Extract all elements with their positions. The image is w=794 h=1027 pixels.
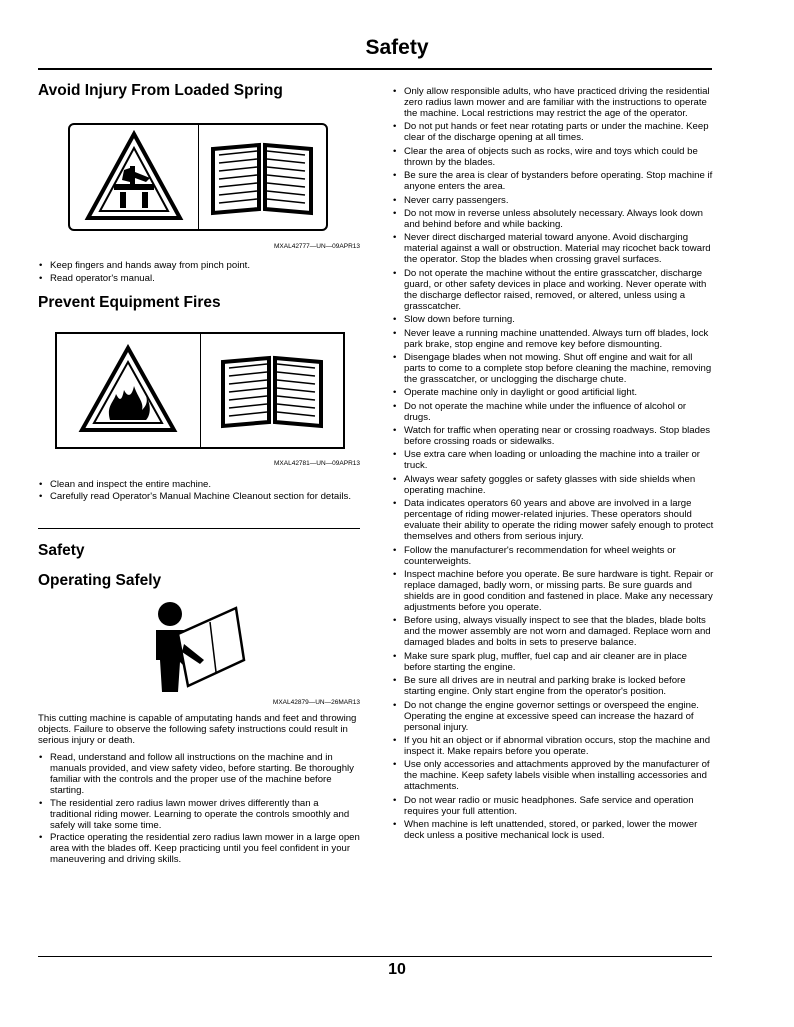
fire-warning-icon: [57, 334, 200, 447]
section-heading-equipment-fires: Prevent Equipment Fires: [38, 293, 221, 311]
safety-label-fire: [55, 332, 345, 449]
list-item: • Do not operate the machine without the entire grasscatcher, discharge guard, or other safety devices in place and working. Never operate with the discharge deflector raised, removed, or altered, unless using a grasscatcher.: [392, 268, 714, 312]
list-item: • Clean and inspect the entire machine.: [38, 479, 360, 490]
list-item: • When machine is left unattended, stored, or parked, lower the mower deck unless a positive mechanical lock is used.: [392, 819, 714, 841]
operator-manual-icon: [200, 334, 344, 447]
list-item: • Only allow responsible adults, who have practiced driving the residential zero radius lawn mower and are familiar with the instructions to operate the machine. Local restrictions may restrict the age of the operator.: [392, 86, 714, 119]
list-item: • Make sure spark plug, muffler, fuel cap and air cleaner are in place before starting the engine.: [392, 651, 714, 673]
section-heading-loaded-spring: Avoid Injury From Loaded Spring: [38, 82, 283, 99]
operating-bullets: [38, 752, 360, 865]
header-rule: [38, 68, 712, 70]
list-item: • Do not wear radio or music headphones. Safe service and operation requires your full attention.: [392, 795, 714, 817]
list-item: • Watch for traffic when operating near or crossing roadways. Stop blades before crossing roads or sidewalks.: [392, 425, 714, 447]
list-item: • Keep fingers and hands away from pinch point.: [38, 260, 360, 271]
list-item: • Carefully read Operator's Manual Machine Cleanout section for details.: [38, 491, 360, 502]
list-item: • Use extra care when loading or unloading the machine into a trailer or truck.: [392, 449, 714, 471]
list-item: • Data indicates operators 60 years and above are involved in a large percentage of riding mower-related injuries. These operators should evaluate their ability to operate the riding mower safely enough to protect themselves and others from serious injury.: [392, 498, 714, 542]
fire-bullets: [38, 479, 360, 503]
list-item: • Read operator's manual.: [38, 273, 360, 284]
list-item: • Do not mow in reverse unless absolutely necessary. Always look down and behind before and while backing.: [392, 208, 714, 230]
list-item: • Never carry passengers.: [392, 195, 714, 206]
footer-rule: [38, 956, 712, 957]
section-heading-operating-safely: Operating Safely: [38, 572, 162, 589]
section-heading-safety: Safety: [38, 542, 85, 559]
list-item: • Never leave a running machine unattended. Always turn off blades, lock park brake, stop engine and remove key before dismounting.: [392, 328, 714, 350]
list-item: • Always wear safety goggles or safety glasses with side shields when operating machine.: [392, 474, 714, 496]
page-title: Safety: [365, 36, 429, 59]
list-item: • Read, understand and follow all instructions on the machine and in manuals provided, and view safety video, before starting. Be thoroughly familiar with the controls and the proper use of the machine before starting.: [38, 752, 360, 796]
list-item: • Inspect machine before you operate. Be sure hardware is tight. Repair or replace damaged, badly worn, or missing parts. Be sure guards and shields are in good condition and fastened in place. Make any necessary adjustments before you operate.: [392, 569, 714, 613]
label-code-spring: MXAL42777—UN—09APR13: [274, 243, 360, 250]
label-code-fire: MXAL42781—UN—09APR13: [274, 459, 360, 467]
section-divider: [38, 528, 360, 529]
label-code-operating: MXAL42879—UN—26MAR13: [272, 699, 360, 706]
list-item: • Follow the manufacturer's recommendation for wheel weights or counterweights.: [392, 545, 714, 567]
list-item: • Do not put hands or feet near rotating parts or under the machine. Keep clear of the discharge opening at all times.: [392, 121, 714, 143]
list-item: • Disengage blades when not mowing. Shut off engine and wait for all parts to come to a complete stop before cleaning the machine, removing the grasscatcher, or unclogging the discharge chute.: [392, 352, 714, 385]
list-item: • Be sure all drives are in neutral and parking brake is locked before starting engine. Only start engine from the operator's position.: [392, 675, 714, 697]
list-item: • Operate machine only in daylight or good artificial light.: [392, 387, 714, 398]
spring-bullets: [38, 260, 360, 284]
list-item: • Practice operating the residential zero radius lawn mower in a large open area with the blades off. Keep practicing until you feel confident in your maneuvering and driving skills.: [38, 832, 360, 865]
list-item: • Slow down before turning.: [392, 314, 714, 325]
list-item: • Never direct discharged material toward anyone. Avoid discharging material against a wall or obstruction. Material may ricochet back toward the operator. Stop the blades when crossing gravel surfaces.: [392, 232, 714, 265]
operating-intro: This cutting machine is capable of amputating hands and feet and throwing objects. Failure to observe the following safety instructions could result in serious injury or death.: [38, 713, 357, 746]
operator-manual-icon: [198, 125, 327, 229]
list-item: • Use only accessories and attachments approved by the manufacturer of the machine. Keep safety labels visible when installing accessories and attachments.: [392, 759, 714, 792]
person-reading-manual-icon: [148, 600, 248, 695]
page-number: 10: [388, 961, 406, 978]
list-item: • Do not operate the machine while under the influence of alcohol or drugs.: [392, 401, 714, 423]
left-column: [38, 82, 360, 867]
list-item: • Before using, always visually inspect to see that the blades, blade bolts and the mower assembly are not worn and damaged. Replace worn and damaged blades and bolts in sets to preserve balance.: [392, 615, 714, 648]
right-column: [392, 86, 714, 844]
pinch-point-warning-icon: [70, 125, 198, 229]
safety-rules-list: [392, 86, 714, 841]
list-item: • Clear the area of objects such as rocks, wire and toys which could be thrown by the blades.: [392, 146, 714, 168]
list-item: • The residential zero radius lawn mower drives differently than a traditional riding mower. Learning to operate the controls smoothly and safely will take some time.: [38, 798, 360, 831]
list-item: • If you hit an object or if abnormal vibration occurs, stop the machine and inspect it. Make repairs before you operate.: [392, 735, 714, 757]
safety-label-spring: [68, 123, 328, 231]
list-item: • Be sure the area is clear of bystanders before operating. Stop machine if anyone enters the area.: [392, 170, 714, 192]
list-item: • Do not change the engine governor settings or overspeed the engine. Operating the engine at excessive speed can increase the hazard of personal injury.: [392, 700, 714, 733]
